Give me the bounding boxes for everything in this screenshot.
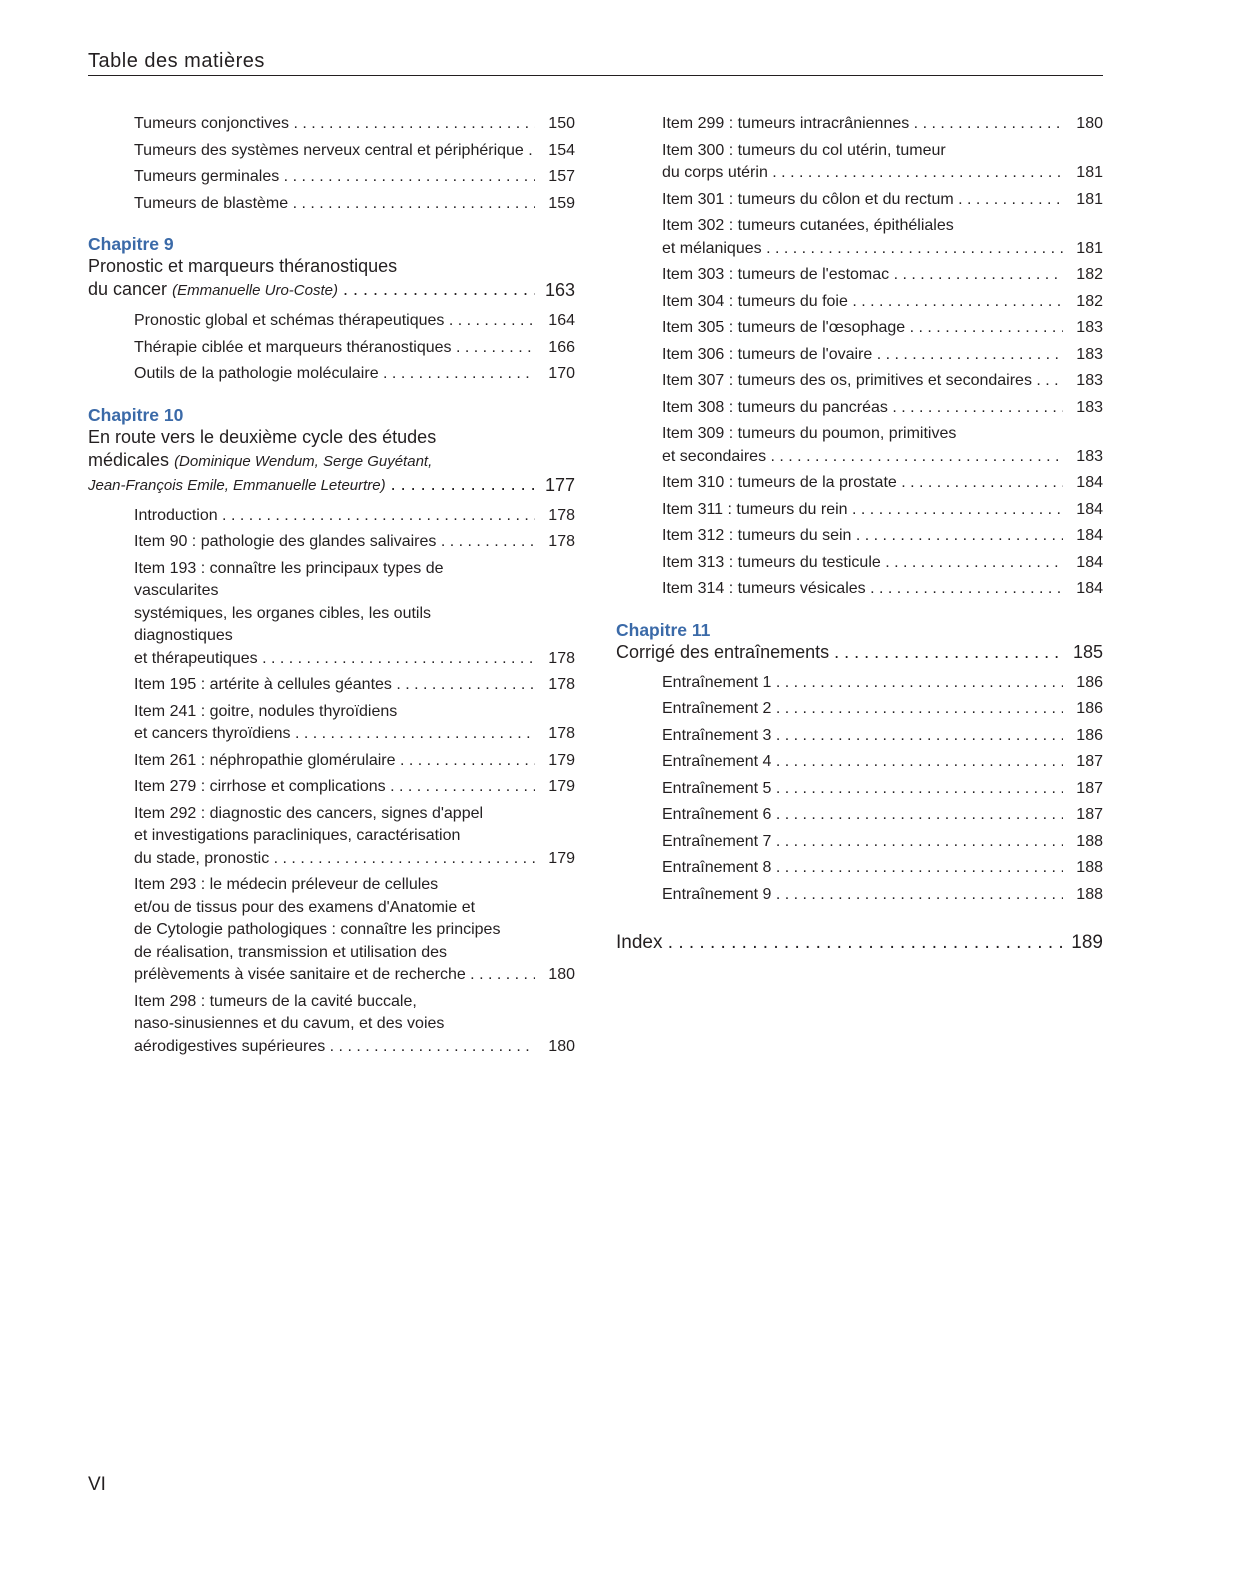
toc-entry[interactable]: [88, 776, 575, 799]
toc-entry-page: 183: [1076, 345, 1103, 363]
toc-entry[interactable]: [88, 166, 575, 189]
toc-entry[interactable]: [88, 701, 575, 746]
chapter-10-authors-cont: Jean-François Emile, Emmanuelle Leteurtre): [88, 476, 386, 494]
toc-entry-text: Item 301 : tumeurs du côlon et du rectum . . .: [662, 189, 1055, 212]
chapter-9-title-end: du cancer: [88, 279, 168, 299]
toc-entry[interactable]: [88, 991, 575, 1059]
toc-entry-page: 179: [548, 751, 575, 769]
toc-entry-text: de Cytologie pathologiques : connaître les principes: [134, 921, 501, 938]
toc-entry[interactable]: [616, 778, 1103, 801]
toc-entry-text: Item 313 : tumeurs du testicule . . .: [662, 552, 1055, 575]
toc-entry[interactable]: [88, 337, 575, 360]
toc-entry-text: Tumeurs germinales . . .: [134, 166, 527, 189]
toc-entry-page: 180: [548, 1037, 575, 1055]
toc-entry-page: 181: [1076, 164, 1103, 181]
toc-entry[interactable]: [616, 397, 1103, 420]
toc-entry-text: Pronostic global et schémas thérapeutiques . . .: [134, 310, 527, 333]
toc-entry-text: Item 303 : tumeurs de l'estomac . . .: [662, 264, 1055, 287]
toc-entry-page: 181: [1076, 239, 1103, 257]
toc-entry-text: Entraînement 2 . . .: [662, 698, 1055, 721]
toc-entry[interactable]: [616, 472, 1103, 495]
toc-entry[interactable]: [616, 140, 1103, 185]
toc-entry-page: 183: [1076, 398, 1103, 416]
toc-entry-page: 179: [548, 778, 575, 795]
toc-entry-text: et cancers thyroïdiens . . .: [134, 723, 527, 746]
index-entry[interactable]: [616, 932, 1103, 955]
toc-entry-page: 187: [1076, 806, 1103, 823]
toc-group: [616, 113, 1103, 601]
toc-entry[interactable]: [616, 672, 1103, 695]
toc-entry-text: Item 90 : pathologie des glandes salivaires . . .: [134, 531, 527, 554]
toc-entry-page: 186: [1076, 673, 1103, 691]
toc-entry-page: 188: [1076, 832, 1103, 850]
toc-entry-page: 159: [548, 194, 575, 212]
toc-entry-page: 181: [1076, 190, 1103, 208]
toc-entry-page: 187: [1076, 779, 1103, 797]
chapter-9-page: 163: [544, 280, 575, 300]
toc-entry[interactable]: [616, 725, 1103, 748]
chapter-11-title: Corrigé des entraînements . . .: [616, 642, 1063, 662]
toc-entry-text: Introduction . . .: [134, 505, 527, 528]
toc-entry-text: de réalisation, transmission et utilisation des: [134, 943, 448, 961]
toc-entry[interactable]: [616, 552, 1103, 575]
toc-entry[interactable]: [88, 750, 575, 773]
toc-entry-text: Entraînement 4 . . .: [662, 751, 1055, 774]
chapter-10-authors: (Dominique Wendum, Serge Guyétant,: [174, 452, 433, 470]
toc-entry[interactable]: [88, 558, 575, 671]
toc-entry[interactable]: [88, 803, 575, 871]
toc-entry-page: 186: [1076, 726, 1103, 744]
toc-entry[interactable]: [616, 578, 1103, 601]
page-folio: VI: [88, 1474, 106, 1495]
toc-entry-page: 188: [1076, 885, 1103, 903]
toc-entry[interactable]: [616, 215, 1103, 260]
toc-entry-text: Item 314 : tumeurs vésicales . . .: [662, 578, 1055, 601]
toc-entry-page: 178: [548, 725, 575, 742]
chapter-11-label[interactable]: Chapitre 11: [616, 619, 711, 640]
toc-entry-page: 179: [548, 849, 575, 867]
chapter-11-page: 185: [1072, 641, 1103, 662]
toc-entry-page: 178: [548, 649, 575, 667]
toc-entry-text: du corps utérin . . .: [662, 162, 1055, 185]
toc-entry-text: Item 306 : tumeurs de l'ovaire . . .: [662, 344, 1055, 367]
toc-entry-page: 183: [1076, 319, 1103, 336]
toc-entry-page: 157: [548, 168, 575, 185]
toc-entry-text: et investigations paracliniques, caractérisation: [134, 827, 461, 844]
toc-entry-text: Item 261 : néphropathie glomérulaire . . .: [134, 750, 527, 773]
chapter-10-title[interactable]: En route vers le deuxième cycle des études: [88, 426, 437, 447]
toc-entry-page: 183: [1076, 447, 1103, 465]
toc-entry-text: Item 309 : tumeurs du poumon, primitives: [662, 425, 957, 442]
toc-group: [616, 672, 1103, 907]
toc-entry-text: Thérapie ciblée et marqueurs théranostiques . . .: [134, 337, 527, 360]
toc-entry-text: Entraînement 3 . . .: [662, 725, 1055, 748]
toc-entry-text: Entraînement 6 . . .: [662, 804, 1055, 827]
toc-left-column: [88, 113, 575, 1062]
toc-entry-page: 183: [1076, 372, 1103, 389]
toc-entry-text: Entraînement 8 . . .: [662, 857, 1055, 880]
toc-entry[interactable]: [616, 499, 1103, 522]
toc-entry[interactable]: [88, 505, 575, 528]
toc-entry-text: Tumeurs de blastème . . .: [134, 193, 527, 216]
index-label: Index . . .: [616, 932, 1063, 953]
toc-entry[interactable]: [616, 525, 1103, 548]
toc-entry-text: Item 305 : tumeurs de l'œsophage . . .: [662, 317, 1055, 340]
chapter-11-entry[interactable]: [616, 641, 1103, 664]
toc-entry-page: 166: [548, 338, 575, 356]
toc-entry[interactable]: [88, 531, 575, 554]
toc-entry-page: 184: [1076, 580, 1103, 597]
toc-entry-page: 164: [548, 312, 575, 329]
toc-entry-text: Entraînement 5 . . .: [662, 778, 1055, 801]
toc-entry[interactable]: [616, 317, 1103, 340]
toc-entry-page: 188: [1076, 859, 1103, 876]
toc-entry[interactable]: [616, 884, 1103, 907]
toc-entry-text: aérodigestives supérieures . . .: [134, 1036, 527, 1059]
toc-entry-text: et thérapeutiques . . .: [134, 648, 527, 671]
toc-entry-text: Item 293 : le médecin préleveur de cellules: [134, 876, 439, 893]
toc-entry-page: 182: [1076, 292, 1103, 310]
toc-entry-page: 178: [548, 676, 575, 693]
chapter-9-entry[interactable]: [88, 278, 575, 302]
toc-entry[interactable]: [88, 674, 575, 697]
toc-entry[interactable]: [616, 751, 1103, 774]
toc-entry-page: 154: [548, 141, 575, 159]
toc-entry-page: 184: [1076, 553, 1103, 571]
toc-entry[interactable]: [88, 193, 575, 216]
toc-entry-text: Item 304 : tumeurs du foie . . .: [662, 291, 1055, 314]
toc-entry-page: 178: [548, 506, 575, 524]
toc-entry-text: Outils de la pathologie moléculaire . . .: [134, 363, 527, 386]
toc-entry[interactable]: [88, 113, 575, 136]
toc-group: [88, 310, 575, 386]
toc-entry-text: Item 195 : artérite à cellules géantes . . .: [134, 674, 527, 697]
toc-entry-text: Item 300 : tumeurs du col utérin, tumeur: [662, 141, 946, 159]
chapter-10-title-end: médicales: [88, 449, 170, 470]
toc-entry-text: et mélaniques . . .: [662, 238, 1055, 261]
toc-entry[interactable]: [88, 140, 575, 163]
toc-entry-text: Tumeurs des systèmes nerveux central et périphérique . . .: [134, 140, 527, 163]
toc-entry-text: Item 310 : tumeurs de la prostate . . .: [662, 472, 1055, 495]
toc-entry-text: Entraînement 1 . . .: [662, 672, 1055, 695]
index-page: 189: [1071, 932, 1103, 953]
toc-entry-page: 150: [548, 115, 575, 132]
toc-entry-page: 187: [1076, 753, 1103, 770]
running-head: Table des matières: [88, 50, 1103, 76]
toc-entry-text: et secondaires . . .: [662, 446, 1055, 469]
toc-entry-page: 182: [1076, 266, 1103, 283]
toc-entry-page: 184: [1076, 474, 1103, 491]
toc-entry[interactable]: [616, 291, 1103, 314]
toc-entry-text: Item 193 : connaître les principaux types de vascularites: [134, 559, 444, 599]
toc-entry[interactable]: [88, 363, 575, 386]
toc-entry-text: Item 241 : goitre, nodules thyroïdiens: [134, 702, 398, 720]
toc-entry-page: 180: [1076, 115, 1103, 132]
toc-entry-text: Entraînement 7 . . .: [662, 831, 1055, 854]
toc-entry[interactable]: [616, 831, 1103, 854]
toc-entry[interactable]: [616, 857, 1103, 880]
toc-entry-page: 186: [1076, 700, 1103, 717]
chapter-9-author: (Emmanuelle Uro-Coste): [172, 282, 338, 299]
toc-entry-text: Item 299 : tumeurs intracrâniennes . . .: [662, 113, 1055, 136]
toc-entry-text: Item 312 : tumeurs du sein . . .: [662, 525, 1055, 548]
chapter-10-entry[interactable]: [88, 473, 575, 497]
toc-entry[interactable]: [616, 423, 1103, 468]
chapter-10-title-line2: [88, 449, 575, 473]
chapter-10-label[interactable]: Chapitre 10: [88, 404, 184, 425]
toc-entry-text: Item 311 : tumeurs du rein . . .: [662, 499, 1055, 522]
toc-entry[interactable]: [616, 698, 1103, 721]
toc-entry-text: et/ou de tissus pour des examens d'Anatomie et: [134, 898, 476, 916]
toc-entry-text: Item 292 : diagnostic des cancers, signes d'appel: [134, 804, 484, 822]
toc-entry[interactable]: [616, 264, 1103, 287]
toc-entry-text: du stade, pronostic . . .: [134, 848, 527, 871]
toc-entry[interactable]: [616, 344, 1103, 367]
toc-entry-text: Item 307 : tumeurs des os, primitives et secondaires . . .: [662, 370, 1055, 393]
toc-entry-page: 184: [1076, 527, 1103, 544]
toc-entry[interactable]: [88, 874, 575, 987]
toc-entry-text: Tumeurs conjonctives . . .: [134, 113, 527, 136]
toc-entry[interactable]: [616, 804, 1103, 827]
toc-entry-text: systémiques, les organes cibles, les outils diagnostiques: [134, 604, 432, 644]
chapter-10-page: 177: [544, 474, 575, 495]
toc-entry-text: Item 308 : tumeurs du pancréas . . .: [662, 397, 1055, 420]
toc-entry[interactable]: [616, 113, 1103, 136]
toc-entry[interactable]: [88, 310, 575, 333]
toc-entry[interactable]: [616, 189, 1103, 212]
toc-entry-text: Item 279 : cirrhose et complications . . .: [134, 776, 527, 799]
toc-entry-text: prélèvements à visée sanitaire et de recherche . . .: [134, 964, 527, 987]
chapter-9-label[interactable]: Chapitre 9: [88, 234, 174, 254]
toc-group: [88, 113, 575, 215]
toc-entry-text: Item 298 : tumeurs de la cavité buccale,: [134, 992, 417, 1010]
toc-entry-text: Item 302 : tumeurs cutanées, épithéliales: [662, 217, 954, 234]
toc-group: [88, 505, 575, 1059]
chapter-9-title[interactable]: Pronostic et marqueurs théranostiques: [88, 256, 398, 276]
toc-entry[interactable]: [616, 370, 1103, 393]
toc-entry-text: Entraînement 9 . . .: [662, 884, 1055, 907]
toc-entry-text: naso-sinusiennes et du cavum, et des voies: [134, 1015, 445, 1032]
toc-entry-page: 184: [1076, 500, 1103, 518]
toc-entry-page: 170: [548, 365, 575, 382]
toc-entry-page: 178: [548, 533, 575, 550]
toc-entry-page: 180: [548, 966, 575, 983]
toc-right-column: [616, 113, 1103, 959]
